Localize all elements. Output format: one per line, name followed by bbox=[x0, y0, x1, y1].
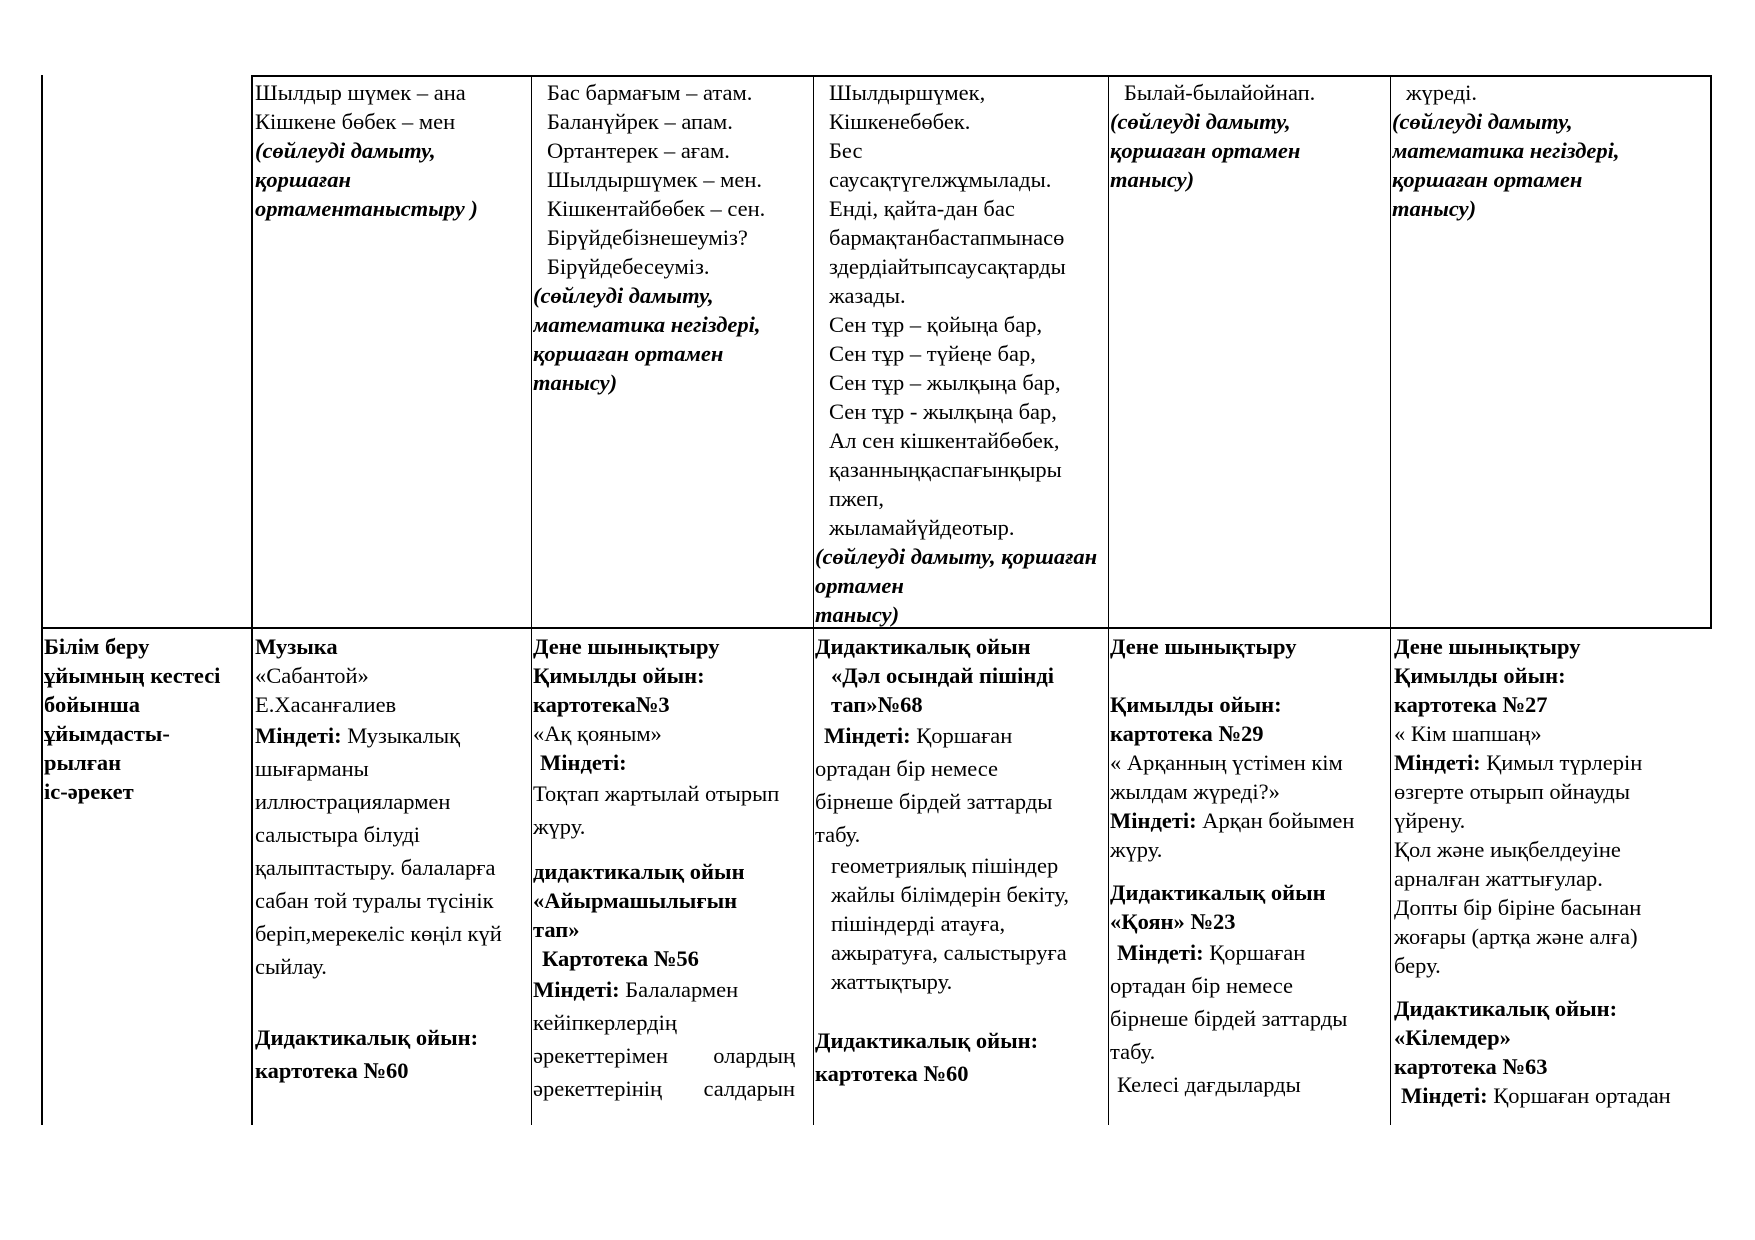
task-text: Қоршаған bbox=[910, 723, 1013, 748]
cell-text: пжеп, bbox=[829, 486, 884, 511]
task-text: сыйлау. bbox=[255, 954, 327, 979]
task-label: Міндеті: bbox=[1401, 1083, 1488, 1108]
subject-note: математика негіздері, bbox=[533, 312, 761, 337]
cell-text: Сен тұр – жылқыңа бар, bbox=[829, 370, 1061, 395]
did-game-title: дидактикалық ойын bbox=[533, 859, 745, 884]
game-card: картотека №27 bbox=[1394, 692, 1548, 717]
cell-text: Бірүйдебізнешеуміз? bbox=[547, 225, 748, 250]
row1-cell-3 bbox=[815, 78, 1107, 629]
cell-text: Кішкенебөбек. bbox=[829, 109, 971, 134]
col-line-0 bbox=[41, 75, 43, 1125]
subject-note: қоршаған bbox=[255, 167, 351, 192]
task-text: бірнеше бірдей заттарды bbox=[1110, 1006, 1348, 1031]
task-text: Балалармен bbox=[619, 977, 739, 1002]
goal-text: жайлы білімдерін бекіту, bbox=[831, 882, 1070, 907]
task-label: Міндеті: bbox=[1110, 808, 1197, 833]
cell-text: Былай-былайойнап. bbox=[1124, 80, 1316, 105]
cell-text: Бес bbox=[829, 138, 863, 163]
task-text: беріп,мерекеліс көңіл күй bbox=[255, 921, 502, 946]
task-label: Міндеті: bbox=[540, 750, 627, 775]
cell-text: саусақтүгелжұмылады. bbox=[829, 167, 1052, 192]
task-first-line bbox=[1110, 936, 1389, 969]
task-first-line bbox=[815, 719, 1107, 752]
row-header-text: рылған bbox=[44, 750, 122, 775]
subject-title: Музыка bbox=[255, 634, 338, 659]
goal-text: ажыратуға, салыстыруға bbox=[831, 940, 1067, 965]
game-type: Қимылды ойын: bbox=[1110, 692, 1282, 717]
task-first-line bbox=[1110, 806, 1389, 835]
subject-note: ортамен bbox=[815, 573, 904, 598]
cell-text: Сен тұр – түйеңе бар, bbox=[829, 341, 1036, 366]
cell-text: бармақтанбастапмынасө bbox=[829, 225, 1065, 250]
task-text: жүру. bbox=[533, 814, 586, 839]
game-card: картотека№3 bbox=[533, 692, 670, 717]
row1-cell-5 bbox=[1392, 78, 1709, 223]
did-game-name: «Дәл осындай пішінді bbox=[831, 663, 1055, 688]
row-header-text: іс-әрекет bbox=[44, 779, 134, 804]
row2-cell-5 bbox=[1394, 632, 1709, 1110]
task-text: сабан той туралы түсінік bbox=[255, 888, 494, 913]
task-text: әрекеттерімен олардың bbox=[533, 1043, 795, 1068]
cell-text: Ортантерек – ағам. bbox=[547, 138, 730, 163]
cell-text: Сен тұр - жылқыңа бар, bbox=[829, 399, 1057, 424]
subject-note: танысу) bbox=[1392, 196, 1477, 221]
game-type: Қимылды ойын: bbox=[533, 663, 705, 688]
task-block bbox=[255, 719, 529, 983]
subject-note: (сөйлеуді дамыту, қоршаған bbox=[815, 544, 1098, 569]
did-game-name: «Қоян» №23 bbox=[1110, 909, 1236, 934]
task-first-line bbox=[255, 719, 529, 752]
subject-note: танысу) bbox=[815, 602, 900, 627]
col-line-1 bbox=[251, 75, 253, 1125]
subject-note: (сөйлеуді дамыту, bbox=[1392, 109, 1573, 134]
goal-text: жаттықтыру. bbox=[831, 969, 953, 994]
cell-text: Кішкене бөбек – мен bbox=[255, 109, 456, 134]
cell-text: Шылдыр шүмек – ана bbox=[255, 80, 466, 105]
row1-cell-1 bbox=[255, 78, 529, 223]
cell-text: жазады. bbox=[829, 283, 906, 308]
row2-cell-2 bbox=[533, 632, 811, 1105]
did-game-title: Дидактикалық ойын: bbox=[1394, 996, 1618, 1021]
subject-note: (сөйлеуді дамыту, bbox=[1110, 109, 1291, 134]
did-game-name: тап» bbox=[533, 917, 580, 942]
col-line-3 bbox=[813, 75, 814, 1125]
song-author: Е.Хасанғалиев bbox=[255, 692, 397, 717]
task-text: бірнеше бірдей заттарды bbox=[815, 789, 1053, 814]
row2-cell-3 bbox=[815, 632, 1107, 1090]
cell-text: жүреді. bbox=[1406, 80, 1478, 105]
subject-note: (сөйлеуді дамыту, bbox=[255, 138, 436, 163]
task-first-line bbox=[1394, 748, 1709, 777]
task-text: өзгерте отырып ойнауды bbox=[1394, 779, 1630, 804]
task-text: шығарманы bbox=[255, 756, 369, 781]
row1-cell-2 bbox=[533, 78, 811, 397]
cell-text: Ал сен кішкентайбөбек, bbox=[829, 428, 1060, 453]
task-text: табу. bbox=[1110, 1039, 1156, 1064]
task-text: Қоршаған ортадан bbox=[1487, 1083, 1671, 1108]
did-game-title: Дидактикалық ойын bbox=[815, 634, 1031, 659]
task-text: жоғары (артқа және алға) bbox=[1394, 924, 1638, 949]
cell-text: қазанныңқаспағынқыры bbox=[829, 457, 1062, 482]
task-text: ортадан бір немесе bbox=[1110, 973, 1294, 998]
task-text: Допты бір біріне басынан bbox=[1394, 895, 1642, 920]
game-card: картотека №60 bbox=[255, 1058, 409, 1083]
task-text: Қол және иықбелдеуіне bbox=[1394, 837, 1621, 862]
task-text: беру. bbox=[1394, 953, 1441, 978]
task-text: кейіпкерлердің bbox=[533, 1010, 677, 1035]
row-header-text: ұйымдасты- bbox=[44, 721, 170, 746]
cell-text: Шылдыршүмек – мен. bbox=[547, 167, 762, 192]
task-text: жүру. bbox=[1110, 837, 1163, 862]
task-text: қалыптастыру. балаларға bbox=[255, 855, 496, 880]
task-text: иллюстрациялармен bbox=[255, 789, 451, 814]
game-name: « Арқанның үстімен кім bbox=[1110, 750, 1343, 775]
game-card: картотека №29 bbox=[1110, 721, 1264, 746]
subject-title: Дене шынықтыру bbox=[533, 634, 720, 659]
subject-note: қоршаған ортамен bbox=[533, 341, 724, 366]
table-top-border bbox=[253, 75, 1712, 77]
task-first-line bbox=[1394, 1081, 1709, 1110]
task-text: Келесі дағдыларды bbox=[1117, 1072, 1301, 1097]
game-card: картотека №60 bbox=[815, 1061, 969, 1086]
did-game-title: Дидактикалық ойын bbox=[1110, 880, 1326, 905]
game-type: Қимылды ойын: bbox=[1394, 663, 1566, 688]
task-text: Қимыл түрлерін bbox=[1480, 750, 1643, 775]
col-line-2 bbox=[531, 75, 532, 1125]
cell-text: Кішкентайбөбек – сен. bbox=[547, 196, 766, 221]
task-text: Арқан бойымен bbox=[1196, 808, 1355, 833]
row2-cell-4 bbox=[1110, 632, 1389, 1101]
row2-header-cell bbox=[44, 632, 250, 806]
did-game-card: Картотека №56 bbox=[542, 946, 699, 971]
cell-text: Шылдыршүмек, bbox=[829, 80, 986, 105]
subject-note: танысу) bbox=[533, 370, 618, 395]
task-text: Қоршаған bbox=[1203, 940, 1306, 965]
task-label: Міндеті: bbox=[1117, 940, 1204, 965]
col-line-4 bbox=[1108, 75, 1109, 1125]
cell-text: Бас бармағым – атам. bbox=[547, 80, 753, 105]
cell-text: Баланүйрек – апам. bbox=[547, 109, 733, 134]
game-title: Дидактикалық ойын: bbox=[255, 1025, 479, 1050]
subject-note: қоршаған ортамен bbox=[1392, 167, 1583, 192]
goal-text: пішіндерді атауға, bbox=[831, 911, 1006, 936]
task-label: Міндеті: bbox=[824, 723, 911, 748]
task-text: арналған жаттығулар. bbox=[1394, 866, 1603, 891]
did-game-name: тап»№68 bbox=[831, 692, 923, 717]
cell-text: здердіайтыпсаусақтарды bbox=[829, 254, 1066, 279]
task-text: ортадан бір немесе bbox=[815, 756, 999, 781]
subject-title: Дене шынықтыру bbox=[1394, 634, 1581, 659]
task-text: үйрену. bbox=[1394, 808, 1466, 833]
goal-text: геометриялық пішіндер bbox=[831, 853, 1059, 878]
cell-text: Сен тұр – қойыңа бар, bbox=[829, 312, 1043, 337]
col-line-5 bbox=[1390, 75, 1391, 1125]
game-name: «Ақ қояным» bbox=[533, 721, 662, 746]
row-header-text: ұйымның кестесі bbox=[44, 663, 221, 688]
task-first-line bbox=[533, 973, 811, 1006]
game-name: « Кім шапшаң» bbox=[1394, 721, 1542, 746]
task-label: Міндеті: bbox=[1394, 750, 1481, 775]
did-game-name: «Айырмашылығын bbox=[533, 888, 738, 913]
game-title: Дидактикалық ойын: bbox=[815, 1028, 1039, 1053]
did-game-name: «Кілемдер» bbox=[1394, 1025, 1511, 1050]
subject-title: Дене шынықтыру bbox=[1110, 634, 1297, 659]
task-text: салыстыра білуді bbox=[255, 822, 421, 847]
subject-note: ортаментаныстыру ) bbox=[255, 196, 478, 221]
row-header-text: бойынша bbox=[44, 692, 140, 717]
subject-note: математика негіздері, bbox=[1392, 138, 1620, 163]
game-name: жылдам жүреді?» bbox=[1110, 779, 1280, 804]
subject-note: (сөйлеуді дамыту, bbox=[533, 283, 714, 308]
task-text: Тоқтап жартылай отырып bbox=[533, 781, 780, 806]
row2-cell-1 bbox=[255, 632, 529, 1087]
subject-note: танысу) bbox=[1110, 167, 1195, 192]
row1-cell-4 bbox=[1110, 78, 1389, 194]
row-header-text: Білім беру bbox=[44, 634, 150, 659]
task-text: табу. bbox=[815, 822, 861, 847]
task-label: Міндеті: bbox=[255, 723, 342, 748]
cell-text: Бірүйдебесеуміз. bbox=[547, 254, 710, 279]
col-line-6 bbox=[1710, 75, 1712, 629]
did-game-card: картотека №63 bbox=[1394, 1054, 1548, 1079]
subject-note: қоршаған ортамен bbox=[1110, 138, 1301, 163]
task-label: Міндеті: bbox=[533, 977, 620, 1002]
cell-text: жыламайүйдеотыр. bbox=[829, 515, 1015, 540]
task-text: Музыкалық bbox=[341, 723, 461, 748]
cell-text: Енді, қайта-дан бас bbox=[829, 196, 1015, 221]
song-title: «Сабантой» bbox=[255, 663, 369, 688]
task-text: әрекеттерінің салдарын bbox=[533, 1076, 795, 1101]
